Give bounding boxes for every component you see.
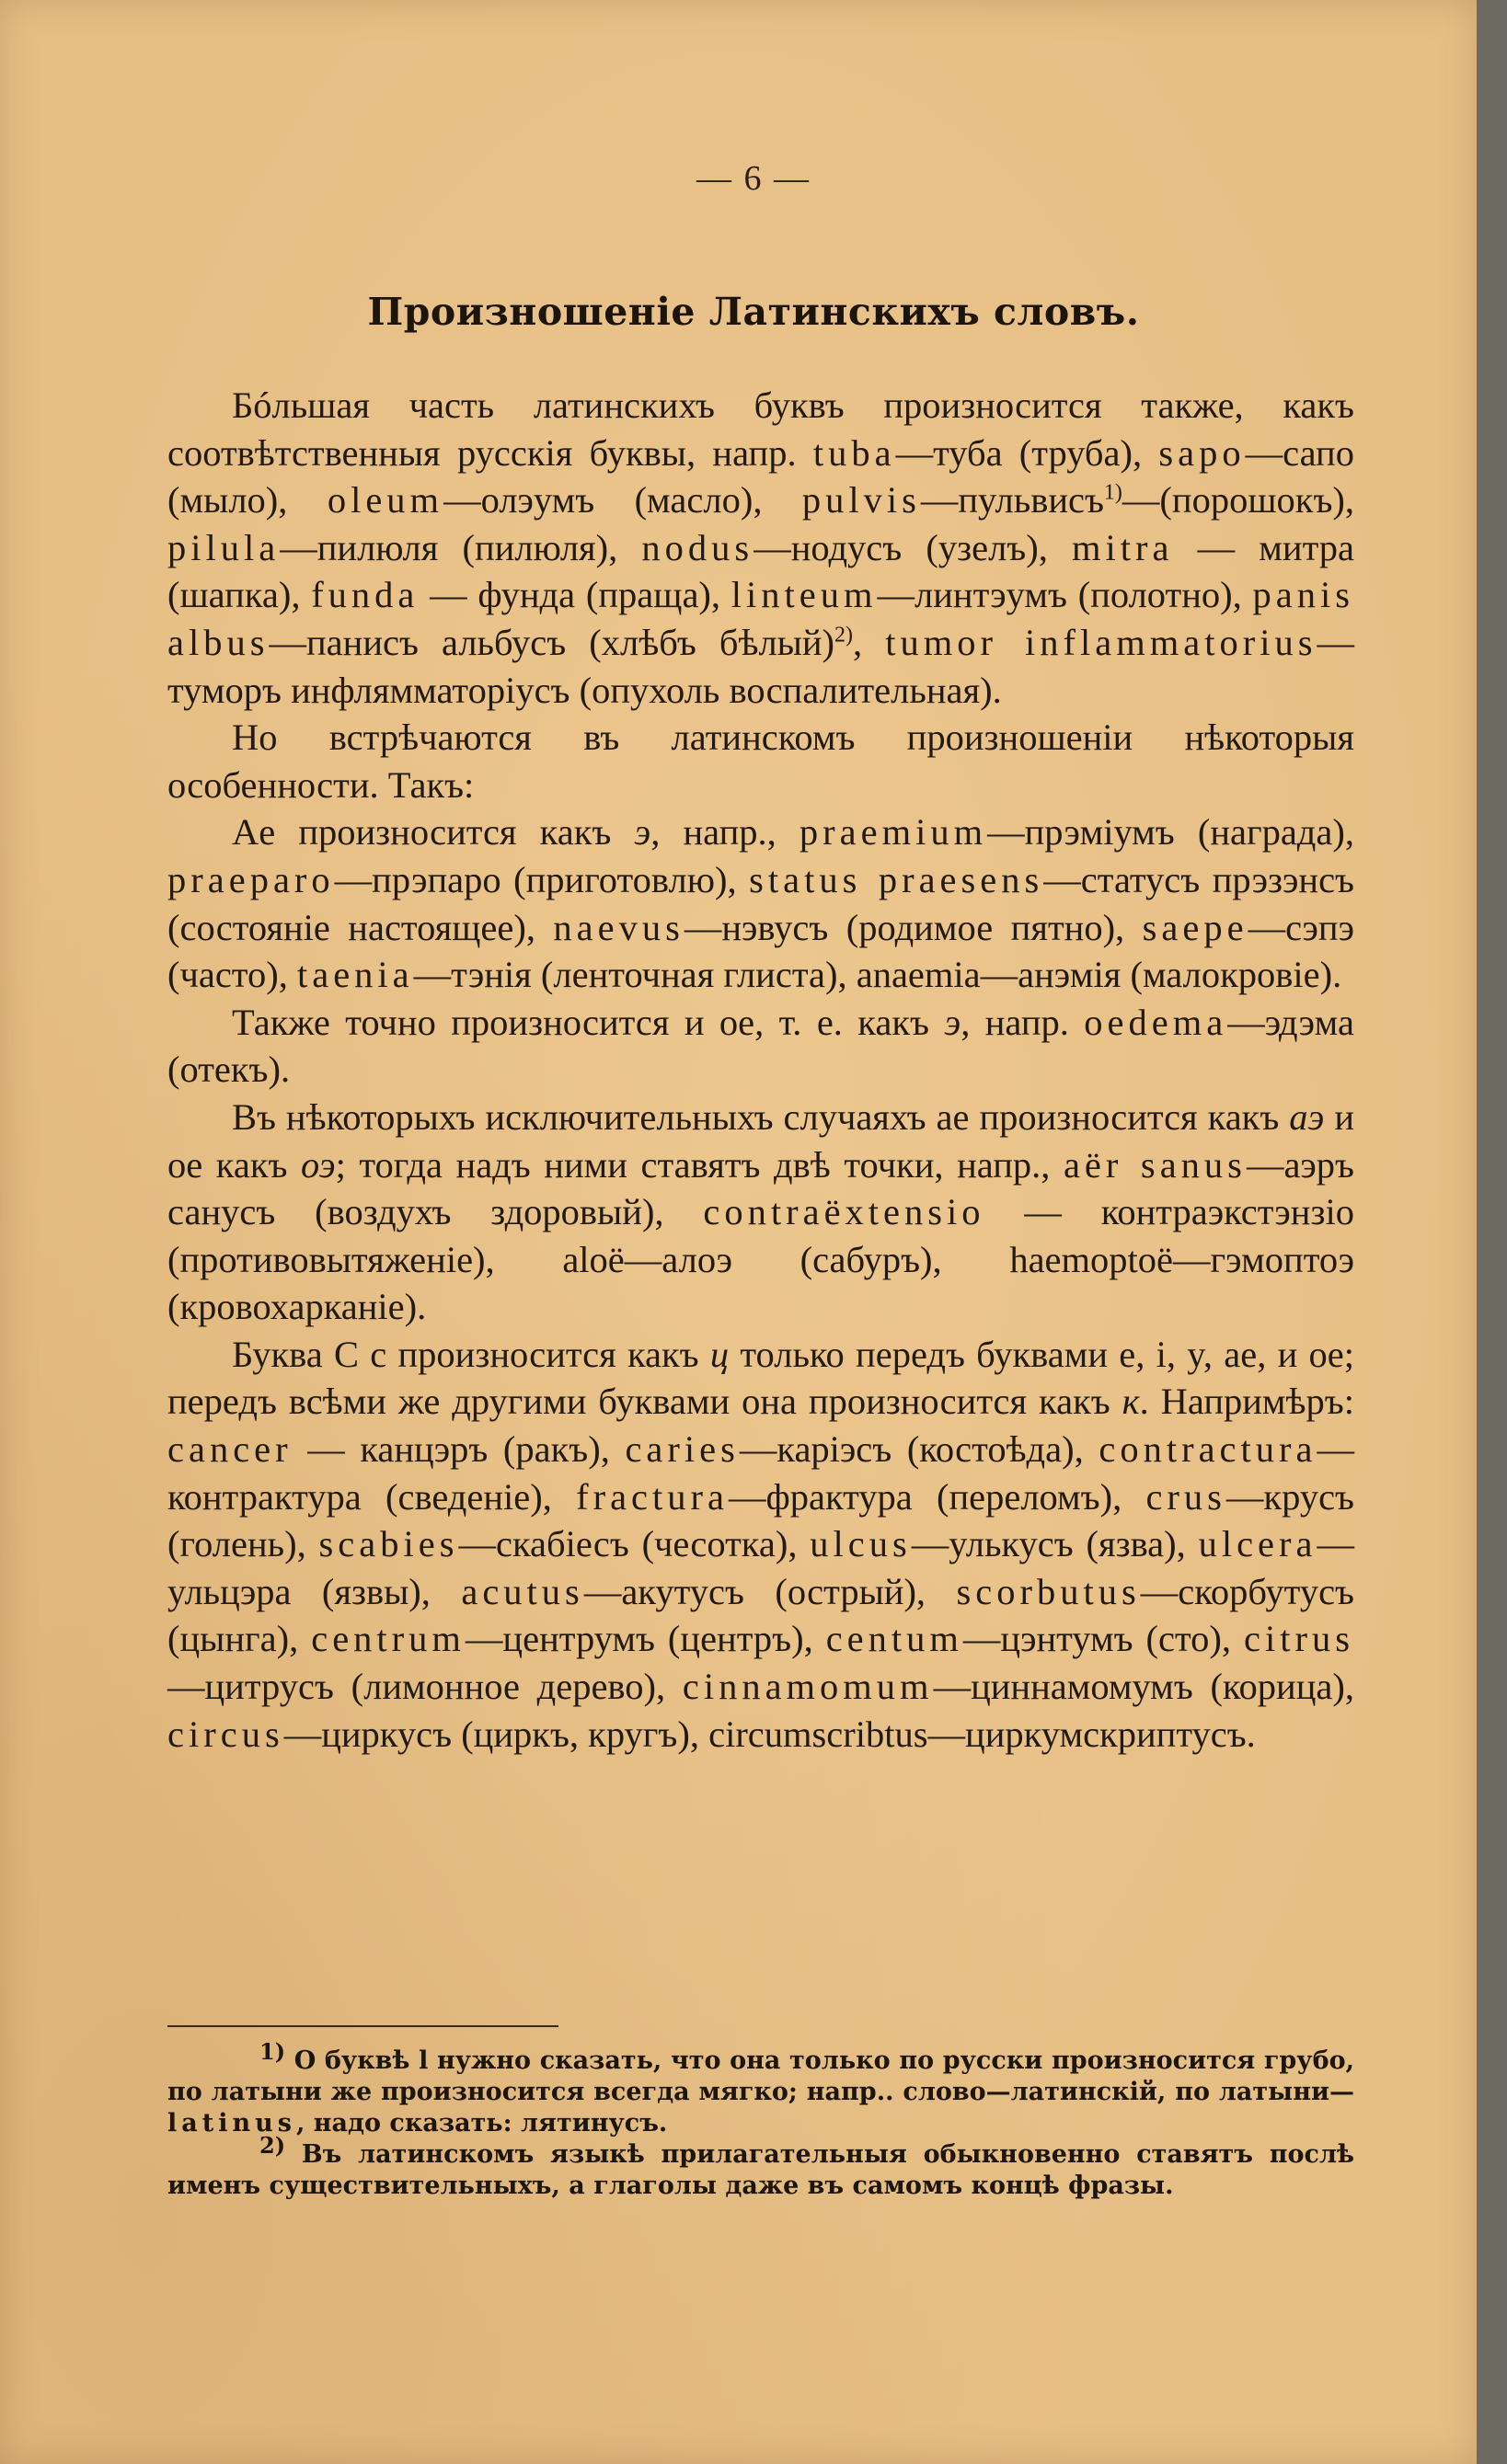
text-run: —эдэма (отекъ). (167, 1001, 1354, 1091)
italic-letter: аэ (1289, 1095, 1325, 1138)
text-run: Бóльшая часть латинскихъ буквъ произносится также, какъ соотвѣтственныя русскія буквы, напр. (167, 384, 1354, 474)
text-run: —улькусъ (язва), (911, 1523, 1199, 1565)
latin-word: praeparo (167, 858, 335, 900)
paragraph-1 (167, 382, 1354, 714)
latin-word: fractura (576, 1475, 729, 1518)
paragraph-3 (167, 808, 1354, 998)
text-run: — фунда (праща), (419, 574, 731, 616)
text-run: Буква C c произносится какъ (232, 1333, 710, 1375)
page-number: — 6 — (696, 159, 811, 198)
latin-word: contraëxtensio (703, 1191, 985, 1233)
text-run: — митра (шапка), (167, 526, 1354, 616)
text-run: —прэпаро (приготовлю), (334, 858, 750, 900)
latin-word: cancer (167, 1428, 293, 1471)
text-run: —тэнія (ленточная глиста), (413, 954, 857, 996)
text-run: — контраэкстэнзіо (противовытяженіе), (167, 1191, 1354, 1280)
chapter-title: Произношеніе Латинскихъ словъ. (367, 290, 1140, 334)
text-run: —статусъ прэзэнсъ (состояніе настоящее), (167, 858, 1354, 948)
latin-word: tumor inflammatorius (885, 621, 1317, 663)
latin-word: linteum (730, 574, 878, 616)
text-run: —акутусъ (острый), (583, 1570, 957, 1612)
footnote-2 (167, 2132, 1354, 2202)
italic-letter: ц (709, 1333, 730, 1375)
text-run: — канцэръ (ракъ), (292, 1428, 626, 1471)
text-run: Ae произносится какъ (232, 811, 635, 854)
text-run: —аэръ санусъ (воздухъ здоровый), (167, 1143, 1354, 1233)
footnote-separator (167, 2025, 558, 2027)
latin-word: naevus (553, 906, 684, 948)
latin-word: panis albus (167, 574, 1354, 663)
text-run: —скабіесъ (чесотка), (458, 1523, 811, 1565)
text-run: Также точно произносится и oe, т. е. какъ (232, 1001, 945, 1043)
latin-word: acutus (461, 1570, 584, 1612)
latin-word: haemoptoë (1009, 1238, 1173, 1280)
text-run: —туморъ инфлямматоріусъ (опухоль воспалительная). (167, 621, 1354, 711)
text-run: —ульцэра (язвы), (167, 1523, 1354, 1612)
latin-word: nodus (641, 526, 754, 568)
text-run: —панисъ альбусъ (хлѣбъ бѣлый) (269, 621, 835, 663)
italic-letter: э (634, 811, 651, 854)
latin-word: scabies (318, 1523, 459, 1565)
text-run: —контрактура (сведеніе), (167, 1428, 1354, 1518)
latin-word: sapo (1158, 431, 1246, 474)
text-run: —фрактура (переломъ), (728, 1475, 1146, 1518)
text-run: , напр., (650, 811, 800, 854)
latin-word: circumscribtus (708, 1713, 928, 1755)
text-run: —пилюля (пилюля), (280, 526, 642, 568)
text-run: —алоэ (сабуръ), (624, 1238, 1010, 1280)
text-run: —цэнтумъ (сто), (962, 1618, 1245, 1660)
footnote-number: 2) (259, 2132, 286, 2159)
text-run: —гэмоптоэ (кровохарканіе). (167, 1238, 1354, 1328)
text-run: —(порошокъ), (1122, 479, 1354, 521)
text-run: —скорбутусъ (цынга), (167, 1570, 1354, 1660)
latin-word: caries (625, 1428, 740, 1471)
text-run: —прэміумъ (награда), (987, 811, 1355, 854)
latin-word: anaemia (856, 954, 981, 996)
text-run: —сэпэ (часто), (167, 906, 1354, 996)
paragraph-5 (167, 1094, 1354, 1331)
latin-word: status praesens (749, 858, 1044, 900)
latin-word: saepe (1142, 906, 1248, 948)
text-run: , напр. (961, 1001, 1085, 1043)
text-run: ; тогда надъ ними ставятъ двѣ точки, напр., (335, 1143, 1064, 1186)
latin-word: ulcus (810, 1523, 912, 1565)
text-run: —крусъ (голень), (167, 1475, 1354, 1565)
text-run: , (853, 621, 886, 663)
latin-word: centrum (311, 1618, 466, 1660)
text-run: —пульвисъ (920, 479, 1104, 521)
latin-word: pulvis (801, 479, 921, 521)
latin-word: scorbutus (956, 1570, 1141, 1612)
latin-word: circus (167, 1713, 284, 1755)
text-run: только передъ буквами e, i, y, ae, и oe; передъ всѣми же другими буквами она произносится какъ (167, 1333, 1354, 1423)
footnote-marker: 2) (834, 623, 854, 648)
text-run: —анэмія (малокровіе). (980, 954, 1342, 996)
text-run: —циннамомумъ (корица), (933, 1666, 1354, 1708)
text-run: —линтэумъ (полотно), (877, 574, 1253, 616)
latin-word: praemium (799, 811, 988, 854)
latin-word: centum (825, 1618, 963, 1660)
latin-word: funda (311, 574, 420, 616)
latin-word: oleum (327, 479, 444, 521)
latin-word: taenia (296, 954, 414, 996)
latin-word: crus (1145, 1475, 1226, 1518)
text-run: . Напримѣръ: (1139, 1381, 1354, 1423)
footnote-marker: 1) (1103, 480, 1122, 505)
latin-word: mitra (1072, 526, 1174, 568)
paragraph-4 (167, 999, 1354, 1094)
latin-word: contractura (1099, 1428, 1317, 1471)
italic-letter: оэ (301, 1143, 336, 1186)
latin-word: aër sanus (1063, 1143, 1247, 1186)
footnote-1 (167, 2038, 1354, 2139)
text-run: —нодусъ (узелъ), (754, 526, 1072, 568)
text-run: —олэумъ (масло), (443, 479, 802, 521)
latin-word: oedema (1084, 1001, 1228, 1043)
footnote-text: , надо сказать: лятинусъ. (295, 2109, 668, 2137)
footnote-text: О буквѣ l нужно сказать, что она только по русски произносится грубо, по латыни же произносится всегда мягко; напр.. слово—латинскій, по латыни— (167, 2046, 1354, 2106)
latin-word: latinus (167, 2109, 296, 2137)
text-run: —нэвусъ (родимое пятно), (684, 906, 1143, 948)
footnote-text: Въ латинскомъ языкѣ прилагательныя обыкновенно ставятъ послѣ именъ существительныхъ, а глаголы даже въ самомъ концѣ фразы. (167, 2140, 1354, 2200)
latin-word: ulcera (1198, 1523, 1317, 1565)
latin-word: pilula (167, 526, 281, 568)
text-run: —сапо (мыло), (167, 431, 1354, 521)
latin-word: aloë (562, 1238, 625, 1280)
latin-word: tuba (812, 431, 896, 474)
text-run: —циркусъ (циркъ, кругъ), (283, 1713, 709, 1755)
latin-word: cinnamomum (682, 1666, 934, 1708)
paragraph-2: Но встрѣчаются въ латинскомъ произношеніи нѣкоторыя особенности. Такъ: (167, 716, 1354, 806)
italic-letter: э (944, 1001, 961, 1043)
italic-letter: к (1122, 1381, 1140, 1423)
text-run: Въ нѣкоторыхъ исключительныхъ случаяхъ ae произносится какъ (232, 1095, 1290, 1138)
text-run: —центрумъ (центръ), (465, 1618, 826, 1660)
footnote-number: 1) (259, 2038, 286, 2065)
paragraph-6 (167, 1331, 1354, 1758)
latin-word: citrus (1244, 1618, 1354, 1660)
text-run: —каріэсъ (костоѣда), (739, 1428, 1099, 1471)
text-run: и oe какъ (167, 1095, 1354, 1186)
body-text (167, 382, 1354, 1758)
text-run: —туба (труба), (895, 431, 1159, 474)
text-run: —цитрусъ (лимонное дерево), (167, 1666, 683, 1708)
text-run: —циркумскриптусъ. (927, 1713, 1256, 1755)
footnotes (167, 2038, 1354, 2202)
